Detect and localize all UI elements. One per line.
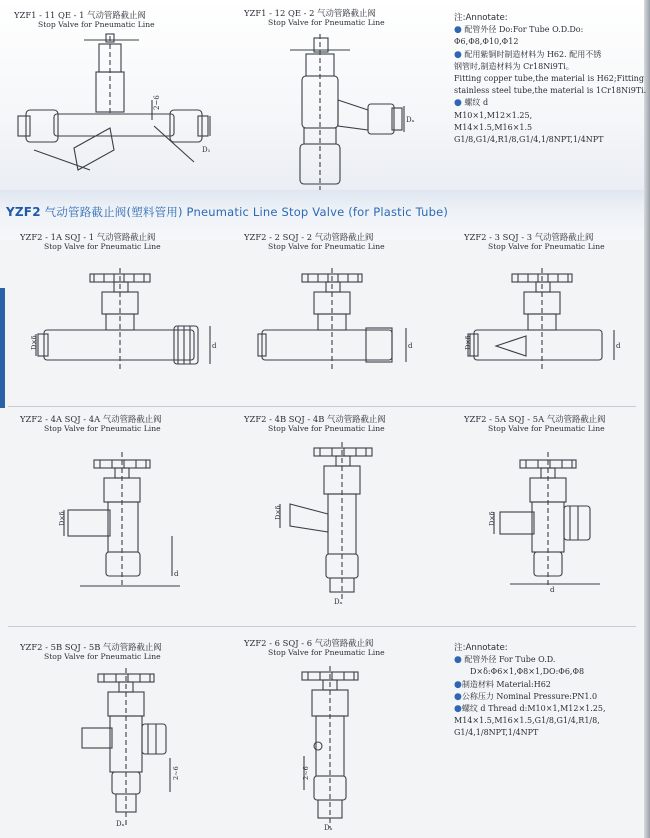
note1-thread-label: 螺纹 d — [464, 98, 489, 108]
drawing-yzf1-12 — [284, 30, 424, 200]
d-label-4a: d — [174, 570, 179, 578]
note2-thread-line2: M14×1.5,M16×1.5,G1/8,G1/4,R1/8, — [454, 716, 600, 726]
row-separator — [8, 406, 636, 407]
da-label-6: Dₐ — [324, 824, 333, 832]
item-label-yzf2-5a: YZF2 - 5A SQJ - 5A 气动管路截止阀 Stop Valve for Pneumatic Line — [464, 414, 606, 433]
note2-thread-line3: G1/4,1/8NPT,1/4NPT — [454, 728, 539, 738]
note2-thread-line1: d Thread d:M10×1,M12×1.25, — [480, 704, 606, 714]
note1-material-line1: 配用紫铜时制造材料为 H62. 配用不锈 — [464, 49, 602, 59]
dim-c-label: Dₐ — [406, 116, 415, 124]
dia-label: D×δ — [30, 335, 38, 350]
d-label: d — [212, 342, 217, 350]
item-label-yzf1-11: YZF1 - 11 QE - 1 气动管路截止阀 Stop Valve for Pneumatic Line — [14, 10, 155, 29]
note1-thread-line2: M14×1.5,M16×1.5 — [454, 122, 533, 132]
section2-notes: 注:Annotate: ● 配管外径 For Tube O.D. D×δ:Φ6×1,Φ8×1,DO:Φ6,Φ8 ●制造材料 Material:H62 ●公称压力 Nominal Pressure:PN1.0 ●螺纹 d Thread d:M10×1,M12×1.25, M14×1.5,M16×1.5,G1/8,G1/4,R1/8, G1/4,1/8NPT,1/4NPT — [454, 642, 606, 740]
drawing-yzf1-11 — [14, 30, 214, 190]
dia-label-4b: D×δ — [274, 505, 282, 520]
d-label-5a: d — [550, 586, 555, 594]
section2-title-code: YZF2 — [6, 205, 41, 219]
note1-od-values: Φ6,Φ8,Φ10,Φ12 — [454, 37, 519, 47]
note2-material-label: 制造材料 — [461, 679, 494, 689]
dim-b-label: D₁ — [202, 146, 211, 154]
section2-title-en: Pneumatic Line Stop Valve (for Plastic Tube) — [186, 205, 449, 219]
note2-od-values: D×δ:Φ6×1,Φ8×1,DO:Φ6,Φ8 — [470, 667, 585, 677]
drawing-yzf2-6 — [294, 664, 404, 834]
drawing-yzf2-2 — [256, 262, 426, 382]
item-label-yzf2-5b: YZF2 - 5B SQJ - 5B 气动管路截止阀 Stop Valve for Pneumatic Line — [20, 642, 162, 661]
item-label-yzf2-4a: YZF2 - 4A SQJ - 4A 气动管路截止阀 Stop Valve for Pneumatic Line — [20, 414, 162, 433]
item-label-yzf2-4b: YZF2 - 4B SQJ - 4B 气动管路截止阀 Stop Valve for Pneumatic Line — [244, 414, 386, 433]
note1-heading: 注:Annotate: — [454, 13, 508, 23]
item-label-yzf2-1a: YZF2 - 1A SQJ - 1 气动管路截止阀 Stop Valve for Pneumatic Line — [20, 232, 161, 251]
drawing-yzf2-1a — [30, 262, 224, 382]
note1-thread-line1: M10×1,M12×1.25, — [454, 110, 533, 120]
note2-heading: 注:Annotate: — [454, 643, 508, 653]
da-label-5b: Dₐ — [116, 820, 125, 828]
dia-label-5a: D×δ — [488, 511, 496, 526]
section1-notes: 注:Annotate: ● 配管外径 Do:For Tube O.D.Do: Φ6,Φ8,Φ10,Φ12 ● 配用紫铜时制造材料为 H62. 配用不锈 钢管时,制造材料为 Cr18Ni9Ti。 Fitting copper tube,the material is H62;Fitting stainless steel tube,the material is 1Cr18Ni9Ti. ● 螺纹 d M10×1,M12×1.25, M14×1.5,M16×1.5 G1/8,G1/4,R1/8,G1/4,1/8NPT,1/4NPT — [454, 12, 646, 146]
note1-material-en1: Fitting copper tube,the material is H62;Fitting — [454, 74, 644, 84]
note2-od-en: For Tube O.D. — [498, 655, 556, 665]
drawing-yzf2-4b — [270, 440, 410, 610]
note1-od-label: 配管外径 — [464, 25, 497, 35]
dia-label-4a: D×δ — [58, 511, 66, 526]
note1-material-en2: stainless steel tube,the material is 1Cr18Ni9Ti. — [454, 86, 647, 96]
item-label-yzf1-12: YZF1 - 12 QE - 2 气动管路截止阀 Stop Valve for Pneumatic Line — [244, 8, 385, 27]
note1-material-line2: 钢管时,制造材料为 Cr18Ni9Ti。 — [454, 61, 574, 71]
d2-label-6: 2~6 — [302, 766, 310, 780]
d-label-2: d — [408, 342, 413, 350]
d-label-3: d — [616, 342, 621, 350]
note2-pressure-label: 公称压力 — [461, 691, 494, 701]
item-label-yzf2-2: YZF2 - 2 SQJ - 2 气动管路截止阀 Stop Valve for Pneumatic Line — [244, 232, 385, 251]
item-label-yzf2-6: YZF2 - 6 SQJ - 6 气动管路截止阀 Stop Valve for Pneumatic Line — [244, 638, 385, 657]
item-label-yzf2-3: YZF2 - 3 SQJ - 3 气动管路截止阀 Stop Valve for Pneumatic Line — [464, 232, 605, 251]
row-separator-2 — [8, 626, 636, 627]
note2-pressure-en: Nominal Pressure:PN1.0 — [496, 691, 598, 701]
note1-thread-line3: G1/8,G1/4,R1/8,G1/4,1/8NPT,1/4NPT — [454, 135, 604, 145]
drawing-yzf2-5b — [74, 666, 204, 834]
note1-od-text: Do:For Tube O.D.Do: — [498, 25, 584, 35]
section2-title — [6, 204, 448, 220]
dim-a-label: 2~6 — [153, 95, 161, 110]
drawing-yzf2-3 — [466, 262, 636, 382]
dia-label-3: D×δ — [464, 335, 472, 350]
d2-label-5b: 2~6 — [172, 766, 180, 780]
da-label-4b: Dₐ — [334, 598, 343, 606]
note2-od-label: 配管外径 — [464, 655, 497, 665]
note2-thread-label: 螺纹 — [461, 704, 478, 714]
page-edge-marker — [0, 288, 5, 408]
section2-title-cn: 气动管路截止阀(塑料管用) — [44, 205, 183, 219]
drawing-yzf2-5a — [490, 446, 630, 596]
drawing-yzf2-4a — [60, 446, 200, 596]
note2-material-en: Material:H62 — [496, 679, 551, 689]
